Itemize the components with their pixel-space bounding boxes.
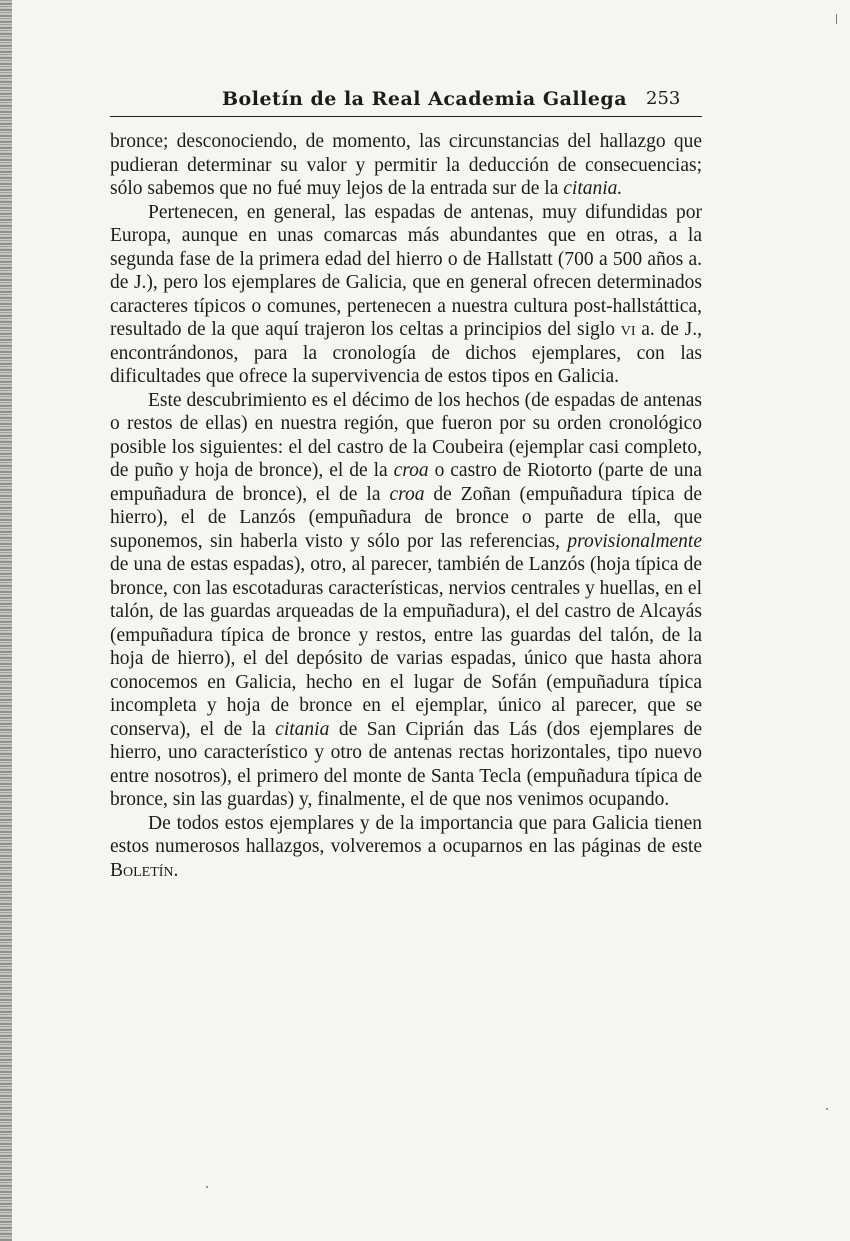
article-body	[110, 130, 702, 882]
text-segment: De todos estos ejemplares y de la importancia que para Galicia tienen estos numerosos hallazgos, volveremos a ocuparnos en las páginas de este	[110, 812, 702, 857]
scan-speck	[826, 1108, 828, 1110]
text-segment: Este descubrimiento es el décimo de los hechos (de espadas de antenas o restos de ellas) en nuestra región, que fueron por su orden cronológico posible los siguientes: el del castro de la Coubeira (ejemplar casi completo, de puño y hoja de bronce), el de la	[110, 389, 702, 481]
text-segment: de Zoñan (empuñadura típica de hierro), el de Lanzós (empuñadura de bronce o parte de ella, que suponemos, sin haberla visto y sólo por las referencias,	[110, 483, 703, 552]
journal-title: Boletín de la Real Academia Gallega	[222, 88, 628, 110]
text-segment: Boletín	[110, 859, 174, 881]
page-number: 253	[646, 88, 681, 109]
text-segment: citania	[275, 718, 330, 740]
text-segment: vi	[620, 319, 636, 340]
text-segment: citania.	[563, 178, 623, 199]
scan-speck	[836, 14, 837, 24]
scan-speck	[206, 1186, 208, 1188]
text-segment: croa	[393, 460, 429, 481]
paragraph	[110, 389, 702, 812]
header-rule	[110, 116, 702, 117]
text-segment: .	[173, 859, 179, 881]
text-segment: o castro de Riotorto (parte de una empuñadura de bronce), el de la	[110, 460, 702, 505]
text-segment: croa	[389, 483, 425, 505]
paragraph	[110, 812, 702, 883]
paragraph	[110, 201, 702, 389]
text-segment: a. de J., encontrándonos, para la cronología de dichos ejemplares, con las dificultades que ofrece la supervivencia de estos tipos en Galicia.	[110, 319, 702, 387]
running-header	[0, 86, 850, 116]
text-segment: de una de estas espadas), otro, al parecer, también de Lanzós (hoja típica de bronce, con las escotaduras características, nervios centrales y huellas, en el talón, de las guardas arqueadas de la empuñadura), el del castro de Alcayás (empuñadura típica de bronce y restos, entre las guardas del talón, de la hoja de hierro), el del depósito de varias espadas, único que hasta ahora conocemos en Galicia, hecho en el lugar de Sofán (empuñadura típica incompleta y hoja de bronce en el ejemplar, único al parecer, que se conserva), el de la	[110, 554, 702, 740]
page-binding-edge	[0, 0, 12, 1241]
text-segment: Pertenecen, en general, las espadas de antenas, muy difundidas por Europa, aunque en unas comarcas más abundantes que en otras, a la segunda fase de la primera edad del hierro o de Hallstatt (700 a 500 años a. de J.), pero los ejemplares de Galicia, que en general ofrecen determinados caracteres típicos o comunes, pertenecen a nuestra cultura post-hallstáttica, resultado de la que aquí trajeron los celtas a principios del siglo	[110, 201, 702, 340]
text-segment: provisionalmente	[567, 530, 702, 552]
paragraph	[110, 130, 702, 201]
text-segment: de San Ciprián das Lás (dos ejemplares de hierro, uno característico y otro de antenas rectas horizontales, tipo nuevo entre nosotros), el primero del monte de Santa Tecla (empuñadura típica de bronce, sin las guardas) y, finalmente, el de que nos venimos ocupando.	[110, 718, 702, 810]
text-segment: bronce; desconociendo, de momento, las circunstancias del hallazgo que pudieran determinar su valor y permitir la deducción de consecuencias; sólo sabemos que no fué muy lejos de la entrada sur de la	[110, 131, 702, 199]
